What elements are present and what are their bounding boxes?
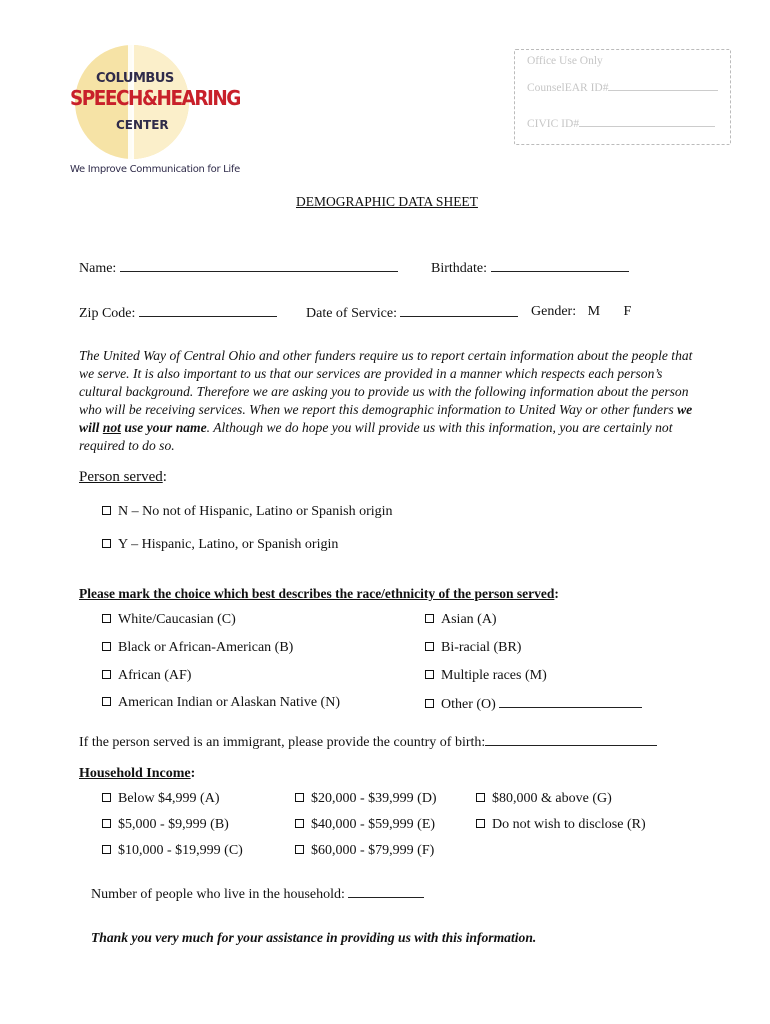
checkbox-icon[interactable]	[476, 819, 485, 828]
race-option-american-indian[interactable]	[102, 695, 340, 711]
birthdate-line[interactable]	[491, 259, 629, 272]
logo-line1: COLUMBUS	[96, 71, 174, 86]
intro-paragraph	[79, 347, 704, 455]
logo-line2: SPEECH&HEARING	[70, 86, 240, 110]
intro-part1: The United Way of Central Ohio and other funders require us to report certain information about the people that we serve. It is also important to us that our services are provided in a manner which respects each person’s cultural background. Therefore we are asking you to provide us with the following information about the person who will be receiving services. When we report this demographic information to United Way or other funders	[79, 348, 693, 417]
zip-field[interactable]	[79, 304, 277, 322]
logo-line3: CENTER	[116, 118, 169, 132]
race-option-other[interactable]	[425, 695, 642, 713]
gender-f-option[interactable]: F	[623, 304, 632, 319]
intro-bold-not: not	[102, 420, 121, 435]
income-option-label: $40,000 - $59,999 (E)	[311, 817, 436, 832]
intro-bold1: we will	[79, 402, 693, 435]
income-option-label: $60,000 - $79,999 (F)	[311, 843, 435, 858]
gender-label: Gender:	[531, 304, 577, 319]
income-option-label: Do not wish to disclose (R)	[492, 817, 646, 832]
gender-field	[531, 304, 631, 320]
name-label: Name:	[79, 261, 117, 276]
thank-you-note: Thank you very much for your assistance in providing us with this information.	[91, 930, 537, 945]
income-heading-text: Household Income	[79, 766, 191, 781]
race-option-label: Multiple races (M)	[441, 668, 547, 683]
race-option-label: Black or African-American (B)	[118, 640, 294, 655]
zip-line[interactable]	[139, 304, 277, 317]
page-title: DEMOGRAPHIC DATA SHEET	[296, 194, 478, 209]
gender-m-option[interactable]: M	[587, 304, 601, 319]
name-field[interactable]	[79, 259, 398, 277]
income-option-c[interactable]	[102, 843, 243, 859]
household-count-line[interactable]	[348, 885, 424, 898]
person-served-option-n-label: N – No not of Hispanic, Latino or Spanish origin	[118, 504, 393, 519]
checkbox-icon[interactable]	[295, 793, 304, 802]
intro-part2: . Although we do hope you will provide us with this information, you are certainly not required to do so.	[79, 420, 673, 453]
name-line[interactable]	[120, 259, 398, 272]
household-count-field[interactable]	[91, 885, 424, 903]
person-served-option-n[interactable]	[102, 504, 393, 520]
income-option-label: $80,000 & above (G)	[492, 791, 612, 806]
income-option-label: $5,000 - $9,999 (B)	[118, 817, 229, 832]
race-option-biracial[interactable]	[425, 640, 521, 656]
checkbox-icon[interactable]	[425, 670, 434, 679]
race-option-african[interactable]	[102, 668, 191, 684]
checkbox-icon[interactable]	[425, 642, 434, 651]
income-option-e[interactable]	[295, 817, 435, 833]
checkbox-icon[interactable]	[425, 699, 434, 708]
counselear-id-label: CounselEAR ID#	[527, 82, 609, 94]
income-option-g[interactable]	[476, 791, 612, 807]
zip-label: Zip Code:	[79, 306, 136, 321]
logo	[70, 40, 240, 182]
race-heading-text: Please mark the choice which best describes the race/ethnicity of the person served	[79, 586, 555, 601]
civic-id-label: CIVIC ID#	[527, 118, 580, 130]
race-other-line[interactable]	[499, 695, 642, 708]
income-option-f[interactable]	[295, 843, 434, 859]
race-option-label: American Indian or Alaskan Native (N)	[118, 695, 340, 710]
checkbox-icon[interactable]	[102, 506, 111, 515]
income-option-label: $20,000 - $39,999 (D)	[311, 791, 437, 806]
counselear-id-row	[527, 81, 718, 94]
race-option-label: Bi-racial (BR)	[441, 640, 522, 655]
person-served-option-y[interactable]	[102, 537, 338, 553]
birthdate-label: Birthdate:	[431, 261, 487, 276]
income-heading: Household Income:	[79, 766, 196, 781]
checkbox-icon[interactable]	[295, 819, 304, 828]
race-option-label: African (AF)	[118, 668, 192, 683]
checkbox-icon[interactable]	[102, 539, 111, 548]
race-option-multiple[interactable]	[425, 668, 547, 684]
checkbox-icon[interactable]	[295, 845, 304, 854]
checkbox-icon[interactable]	[102, 614, 111, 623]
income-option-b[interactable]	[102, 817, 229, 833]
intro-bold2: use your name	[120, 420, 207, 435]
checkbox-icon[interactable]	[425, 614, 434, 623]
counselear-id-line	[608, 81, 718, 91]
person-served-heading-text: Person served	[79, 469, 163, 485]
immigrant-field[interactable]	[79, 733, 657, 751]
income-option-label: $10,000 - $19,999 (C)	[118, 843, 243, 858]
race-option-black[interactable]	[102, 640, 293, 656]
household-count-label: Number of people who live in the household:	[91, 887, 345, 902]
person-served-heading: Person served:	[79, 469, 167, 485]
race-option-label: Other (O)	[441, 697, 496, 712]
race-option-asian[interactable]	[425, 612, 497, 628]
checkbox-icon[interactable]	[102, 697, 111, 706]
date-of-service-line[interactable]	[400, 304, 518, 317]
logo-tagline: We Improve Communication for Life	[70, 164, 240, 175]
civic-id-row	[527, 117, 715, 130]
checkbox-icon[interactable]	[476, 793, 485, 802]
office-use-title: Office Use Only	[527, 55, 603, 67]
race-option-label: Asian (A)	[441, 612, 497, 627]
civic-id-line	[579, 117, 715, 127]
race-heading: Please mark the choice which best describes the race/ethnicity of the person served:	[79, 586, 559, 601]
checkbox-icon[interactable]	[102, 819, 111, 828]
checkbox-icon[interactable]	[102, 793, 111, 802]
income-option-a[interactable]	[102, 791, 220, 807]
checkbox-icon[interactable]	[102, 845, 111, 854]
person-served-option-y-label: Y – Hispanic, Latino, or Spanish origin	[118, 537, 339, 552]
race-option-white[interactable]	[102, 612, 236, 628]
birthdate-field[interactable]	[431, 259, 629, 277]
immigrant-line[interactable]	[485, 733, 657, 746]
income-option-d[interactable]	[295, 791, 437, 807]
race-option-label: White/Caucasian (C)	[118, 612, 236, 627]
date-of-service-label: Date of Service:	[306, 306, 397, 321]
income-option-r[interactable]	[476, 817, 646, 833]
checkbox-icon[interactable]	[102, 670, 111, 679]
date-of-service-field[interactable]	[306, 304, 518, 322]
immigrant-label: If the person served is an immigrant, please provide the country of birth:	[79, 735, 486, 750]
income-option-label: Below $4,999 (A)	[118, 791, 220, 806]
checkbox-icon[interactable]	[102, 642, 111, 651]
office-use-box	[514, 49, 731, 145]
